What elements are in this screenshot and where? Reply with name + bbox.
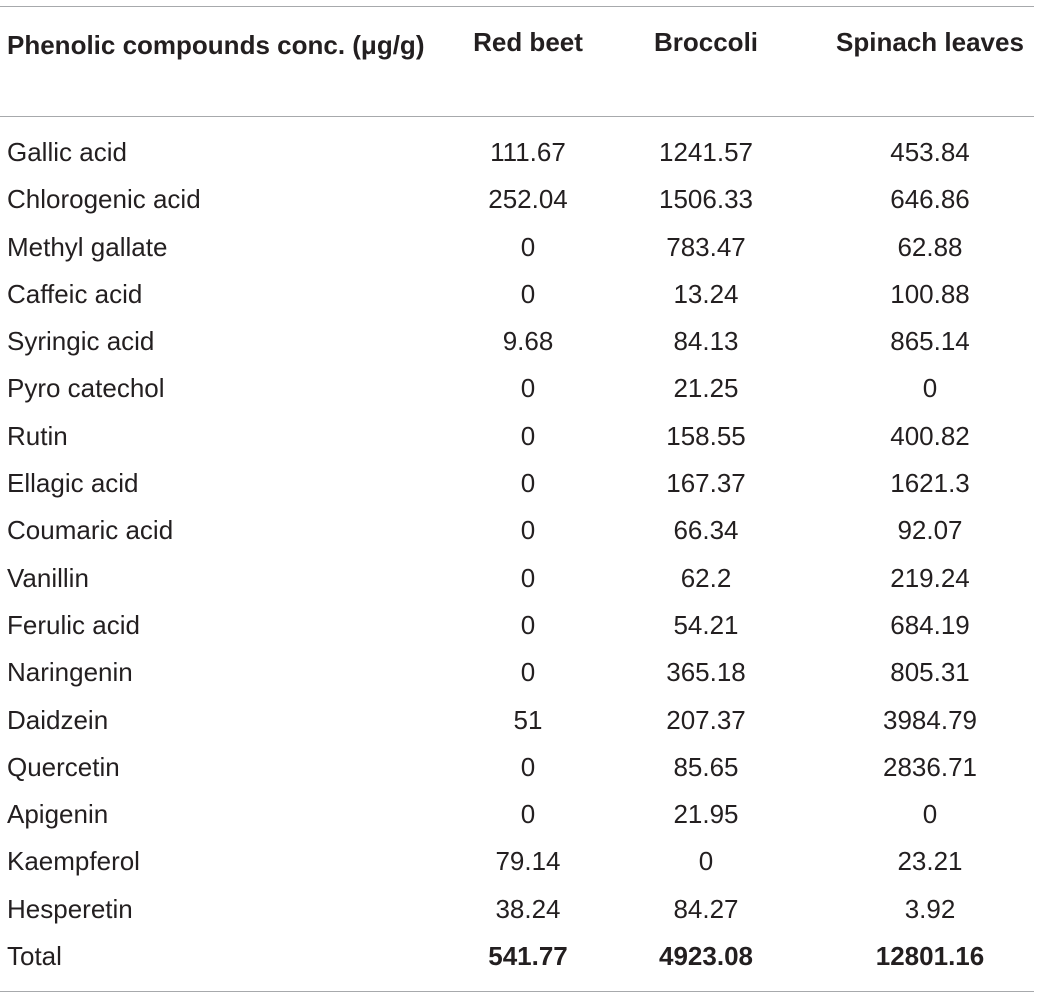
spinach-value: 805.31 — [890, 657, 970, 688]
table-row — [0, 838, 1040, 885]
broccoli-value: 13.24 — [673, 278, 739, 309]
compound-name: Chlorogenic acid — [7, 184, 201, 215]
red-beet-value: 111.67 — [490, 137, 566, 167]
header-compound: Phenolic compounds conc. (μg/g) — [7, 30, 425, 60]
table-row — [0, 176, 1040, 223]
red-beet-value: 51 — [513, 704, 543, 735]
table-row — [0, 886, 1040, 933]
compound-name: Quercetin — [7, 751, 120, 782]
spinach-value: 453.84 — [890, 137, 970, 167]
header-red-beet: Red beet — [473, 27, 583, 57]
compound-name: Gallic acid — [7, 137, 127, 167]
total-label: Total — [7, 941, 62, 972]
spinach-value: 646.86 — [890, 184, 970, 215]
compound-name: Pyro catechol — [7, 373, 165, 404]
table-row — [0, 602, 1040, 649]
compound-name: Naringenin — [7, 657, 133, 688]
compound-name: Rutin — [7, 420, 68, 451]
header-rule — [0, 116, 1034, 117]
table-row — [0, 318, 1040, 365]
red-beet-value: 0 — [520, 609, 536, 640]
broccoli-value: 66.34 — [673, 515, 739, 546]
broccoli-value: 84.13 — [673, 326, 739, 357]
red-beet-value: 0 — [520, 468, 536, 499]
top-rule — [0, 6, 1034, 7]
header-spinach-leaves: Spinach leaves — [836, 27, 1024, 57]
table-row — [0, 649, 1040, 696]
red-beet-value: 0 — [520, 278, 536, 309]
spinach-value: 100.88 — [890, 278, 970, 309]
table-row — [0, 413, 1040, 460]
compound-name: Ellagic acid — [7, 468, 139, 499]
table-row — [0, 697, 1040, 744]
red-beet-value: 79.14 — [495, 846, 561, 877]
compound-name: Daidzein — [7, 704, 109, 735]
compound-name: Vanillin — [7, 562, 89, 593]
broccoli-value: 167.37 — [666, 468, 746, 499]
spinach-value: 400.82 — [890, 420, 970, 451]
red-beet-value: 38.24 — [495, 893, 561, 924]
table-header — [0, 24, 1040, 104]
compound-name: Hesperetin — [7, 893, 133, 924]
red-beet-value: 0 — [520, 373, 536, 404]
table-row — [0, 365, 1040, 412]
spinach-value: 0 — [922, 799, 938, 830]
broccoli-total: 4923.08 — [659, 941, 753, 972]
table-row — [0, 507, 1040, 554]
table-row — [0, 791, 1040, 838]
table-row — [0, 224, 1040, 271]
compound-name: Kaempferol — [7, 846, 140, 877]
spinach-value: 684.19 — [890, 609, 970, 640]
red-beet-value: 252.04 — [488, 184, 568, 215]
table-row — [0, 129, 1040, 176]
spinach-value: 219.24 — [890, 562, 970, 593]
compound-name: Apigenin — [7, 799, 109, 830]
spinach-value: 2836.71 — [883, 751, 977, 782]
broccoli-value: 1506.33 — [659, 184, 753, 215]
broccoli-value: 84.27 — [673, 893, 739, 924]
red-beet-value: 0 — [520, 420, 536, 451]
broccoli-value: 21.95 — [673, 799, 739, 830]
spinach-value: 23.21 — [897, 846, 963, 877]
broccoli-value: 21.25 — [673, 373, 739, 404]
red-beet-total: 541.77 — [488, 941, 568, 972]
broccoli-value: 365.18 — [666, 657, 746, 688]
table-row — [0, 744, 1040, 791]
table-body — [0, 129, 1040, 980]
header-broccoli: Broccoli — [653, 27, 759, 57]
spinach-value: 92.07 — [897, 515, 963, 546]
red-beet-value: 0 — [520, 799, 536, 830]
broccoli-value: 0 — [698, 846, 714, 877]
broccoli-value: 85.65 — [673, 751, 739, 782]
bottom-rule — [0, 991, 1034, 992]
total-row — [0, 933, 1040, 980]
broccoli-value: 62.2 — [680, 562, 732, 593]
broccoli-value: 783.47 — [666, 231, 746, 262]
red-beet-value: 0 — [520, 231, 536, 262]
spinach-value: 1621.3 — [890, 468, 970, 499]
compound-name: Coumaric acid — [7, 515, 174, 546]
spinach-value: 3984.79 — [883, 704, 977, 735]
compound-name: Syringic acid — [7, 326, 155, 357]
table-row — [0, 271, 1040, 318]
broccoli-value: 1241.57 — [659, 137, 753, 167]
spinach-value: 3.92 — [904, 893, 956, 924]
spinach-value: 62.88 — [897, 231, 963, 262]
compound-name: Ferulic acid — [7, 609, 140, 640]
broccoli-value: 158.55 — [666, 420, 746, 451]
spinach-total: 12801.16 — [875, 941, 985, 972]
red-beet-value: 0 — [520, 751, 536, 782]
spinach-value: 865.14 — [890, 326, 970, 357]
red-beet-value: 0 — [520, 657, 536, 688]
compound-name: Methyl gallate — [7, 231, 168, 262]
table-row — [0, 460, 1040, 507]
red-beet-value: 0 — [520, 515, 536, 546]
table-row — [0, 555, 1040, 602]
red-beet-value: 9.68 — [502, 326, 554, 357]
spinach-value: 0 — [922, 373, 938, 404]
compound-name: Caffeic acid — [7, 278, 143, 309]
broccoli-value: 54.21 — [673, 609, 739, 640]
broccoli-value: 207.37 — [666, 704, 746, 735]
red-beet-value: 0 — [520, 562, 536, 593]
